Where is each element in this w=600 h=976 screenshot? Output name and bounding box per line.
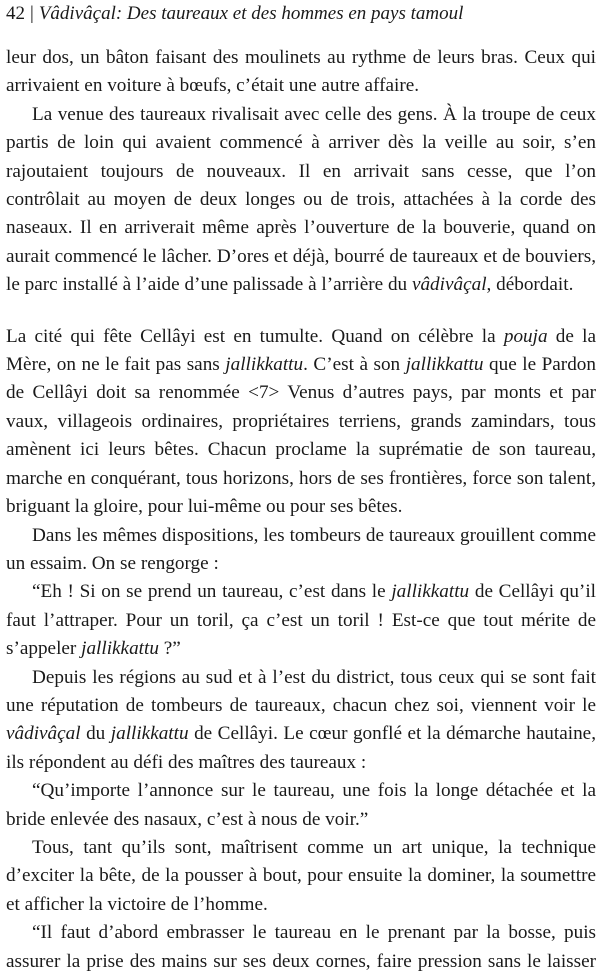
italic-term: vâdivâçal (6, 723, 81, 745)
italic-term: vâdivâçal (411, 274, 487, 296)
paragraph (6, 777, 596, 834)
paragraph (6, 578, 596, 663)
running-title: Vâdivâçal: Des taureaux et des hommes en pays tamoul (38, 3, 464, 24)
body-text (6, 44, 596, 976)
text-run: de la Mère, on ne le fait pas sans (6, 325, 596, 376)
paragraph (6, 834, 596, 919)
running-head (6, 2, 596, 26)
text-run: leur dos, un bâton faisant des moulinets au rythme de leurs bras. Ceux qui arrivaient en voiture à bœufs, c’était une autre affaire. (6, 47, 596, 97)
italic-term: jallikkattu (391, 581, 470, 603)
text-run: Tous, tant qu’ils sont, maîtrisent comme un art unique, la technique d’exciter la bête, de la pousser à bout, pour ensuite la dominer, la soumettre et afficher la victoire de l’homme. (6, 836, 596, 915)
text-run: . C’est à son (303, 354, 406, 376)
paragraph (6, 323, 596, 522)
italic-term: jallikkattu (225, 354, 304, 376)
text-run: ?” (158, 638, 181, 660)
paragraph (6, 664, 596, 778)
text-run: “Eh ! Si on se prend un taureau, c’est dans le (32, 581, 392, 603)
text-run: de Cellâyi qu’il faut l’attraper. Pour un toril, ça c’est un toril ! Est-ce que tout mérite de s’appeler (6, 581, 596, 660)
paragraph (6, 522, 596, 579)
text-run: de Cellâyi. Le cœur gonflé et la démarche hautaine, ils répondent au défi des maîtres des taureaux : (6, 723, 596, 773)
text-run: La cité qui fête Cellâyi est en tumulte. Quand on célèbre la (6, 325, 504, 347)
paragraph (6, 44, 596, 101)
paragraph (6, 101, 596, 300)
text-run: La venue des taureaux rivalisait avec celle des gens. À la troupe de ceux partis de loin qui avaient commencé à arriver dès la veille au soir, s’en rajoutaient toujours de nouveaux. Il en arrivait sans cesse, que l’on contrôlait au moyen de deux longes ou de trois, attachées à la corde des naseaux. Il en arriverait même après l’ouverture de la bouverie, quand on aurait commencé le lâcher. D’ores et déjà, bourré de taureaux et de bouviers, le parc installé à l’aide d’une palissade à l’arrière du (6, 103, 596, 296)
page-number: 42 (6, 3, 25, 24)
text-run: du (80, 723, 111, 745)
text-run: “Qu’importe l’annonce sur le taureau, une fois la longe détachée et la bride enlevée des nasaux, c’est à nous de voir.” (6, 780, 596, 830)
text-run: que le Pardon de Cellâyi doit sa renommée <7> Venus d’autres pays, par monts et par vaux, villageois ordinaires, propriétaires terriens, grands zamindars, tous amènent ici leurs bêtes. Chacun proclame la suprématie de son taureau, marche en conquérant, tous horizons, hors de ses frontières, force son talent, briguant la gloire, pour lui-même ou pour ses bêtes. (6, 354, 596, 518)
italic-term: jallikkattu (110, 723, 189, 745)
text-run: Dans les mêmes dispositions, les tombeurs de taureaux grouillent comme un essaim. On se rengorge : (6, 524, 596, 574)
italic-term: jallikkattu (405, 354, 484, 376)
text-run: , débordait. (486, 274, 574, 296)
italic-term: jallikkattu (81, 638, 159, 660)
paragraph (6, 919, 596, 976)
text-run: Depuis les régions au sud et à l’est du district, tous ceux qui se sont fait une réputation de tombeurs de taureaux, chacun chez soi, viennent voir le (6, 666, 596, 716)
header-separator: | (30, 3, 34, 24)
text-run: “Il faut d’abord embrasser le taureau en le prenant par la bosse, puis assurer la prise des mains sur ses deux cornes, faire pression sans le laisser (6, 922, 596, 972)
italic-term: pouja (503, 325, 548, 347)
